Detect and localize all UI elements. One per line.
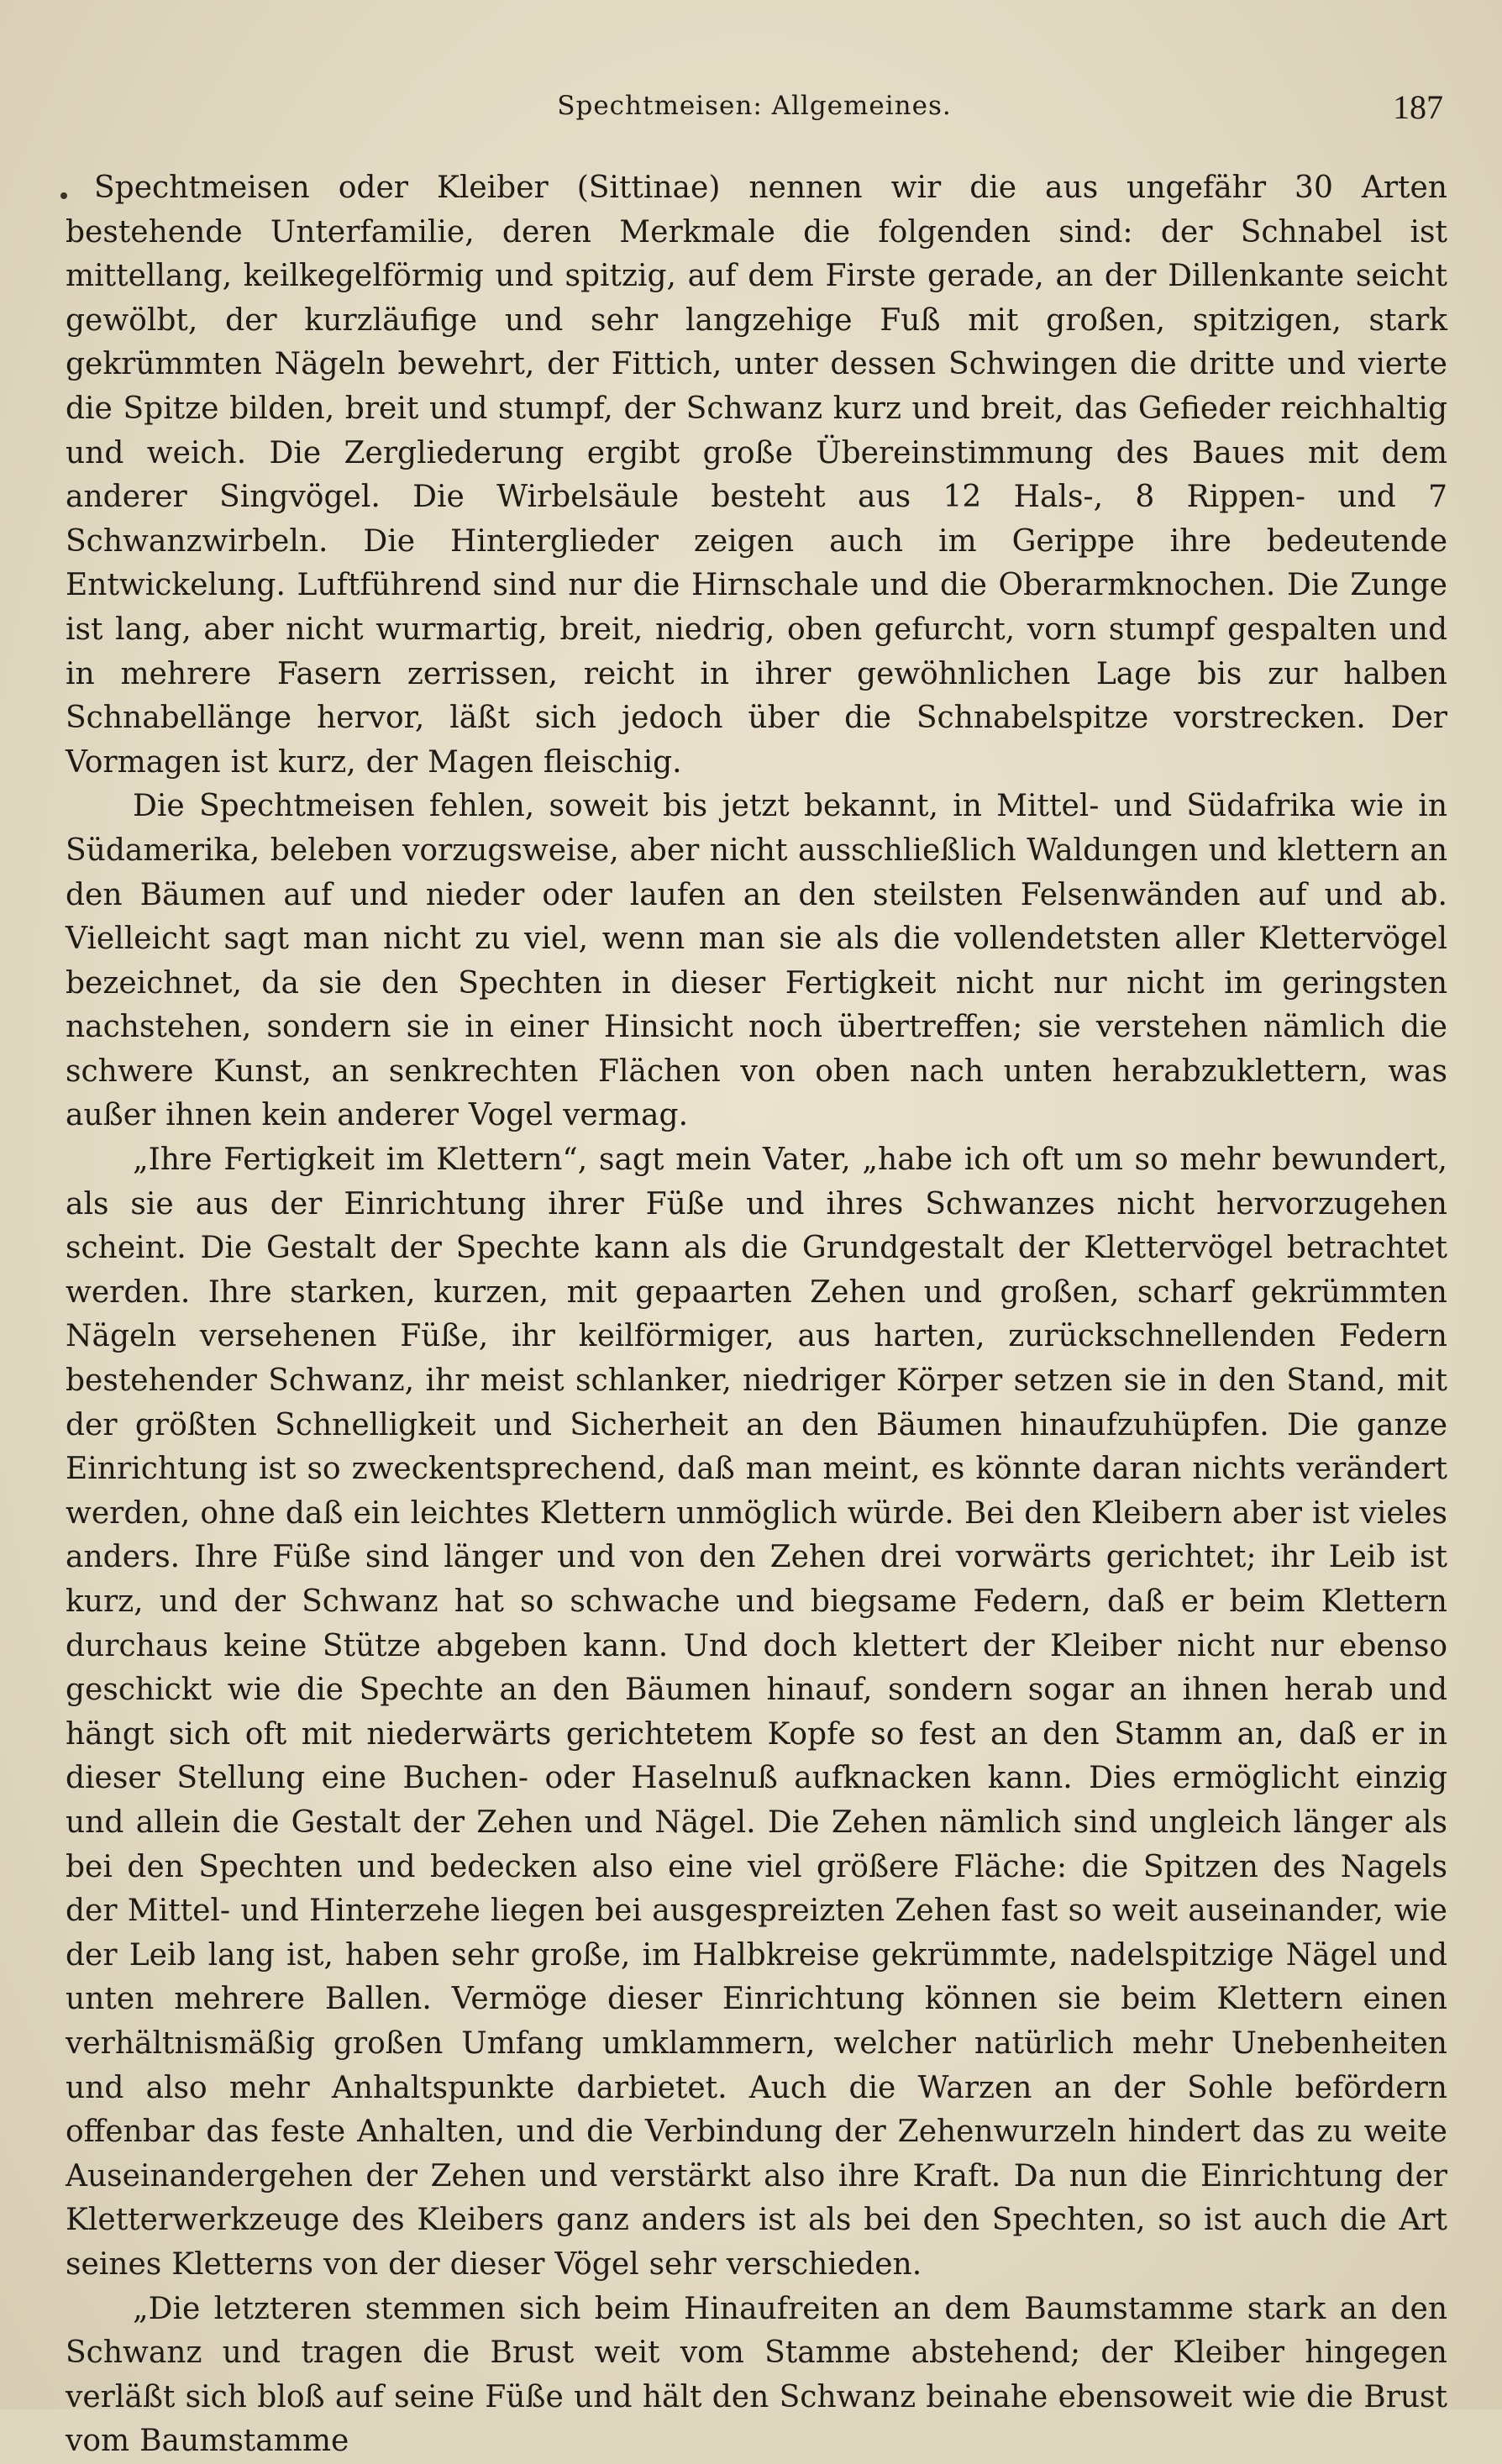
paragraph-1: Spechtmeisen oder Kleiber (Sittinae) nennen wir die aus ungefähr 30 Arten bestehende Unterfamilie, deren Merkmale die folgenden sind: der Schnabel ist mittellang, keilkegelförmig und spitzig, auf dem Firste gerade, an der Dillenkante seicht gewölbt, der kurzläufige und sehr langzehige Fuß mit großen, spitzigen, stark gekrümmten Nägeln bewehrt, der Fittich, unter dessen Schwingen die dritte und vierte die Spitze bilden, breit und stumpf, der Schwanz kurz und breit, das Gefieder reichhaltig und weich. Die Zergliederung ergibt große Übereinstimmung des Baues mit dem anderer Singvögel. Die Wirbelsäule besteht aus 12 Hals-, 8 Rippen- und 7 Schwanzwirbeln. Die Hinterglieder zeigen auch im Gerippe ihre bedeutende Entwickelung. Luftführend sind nur die Hirnschale und die Oberarmknochen. Die Zunge ist lang, aber nicht wurmartig, breit, niedrig, oben gefurcht, vorn stumpf gespalten und in mehrere Fasern zerrissen, reicht in ihrer gewöhnlichen Lage bis zur halben Schnabellänge hervor, läßt sich jedoch über die Schnabelspitze vorstrecken. Der Vormagen ist kurz, der Magen fleischig. bbox=[66, 171, 1447, 780]
margin-mark bbox=[60, 192, 67, 199]
running-title: Spechtmeisen: Allgemeines. bbox=[557, 91, 952, 121]
page-number: 187 bbox=[1393, 88, 1443, 126]
paragraph-4: „Die letzteren stemmen sich beim Hinaufreiten an dem Baumstamme stark an den Schwanz und tragen die Brust weit vom Stamme abstehend; der Kleiber hingegen verläßt sich bloß auf seine Füße und hält den Schwanz beinahe ebensoweit wie die Brust vom Baumstamme bbox=[66, 2291, 1447, 2459]
paragraph-2: Die Spechtmeisen fehlen, soweit bis jetzt bekannt, in Mittel- und Südafrika wie in Südamerika, beleben vorzugsweise, aber nicht ausschließlich Waldungen und klettern an den Bäumen auf und nieder oder laufen an den steilsten Felsenwänden auf und ab. Vielleicht sagt man nicht zu viel, wenn man sie als die vollendetsten aller Klettervögel bezeichnet, da sie den Spechten in dieser Fertigkeit nicht nur nicht im geringsten nachstehen, sondern sie in einer Hinsicht noch übertreffen; sie verstehen nämlich die schwere Kunst, an senkrechten Flächen von oben nach unten herabzuklettern, was außer ihnen kein anderer Vogel vermag. bbox=[66, 789, 1447, 1133]
paragraph-3: „Ihre Fertigkeit im Klettern“, sagt mein Vater, „habe ich oft um so mehr bewundert, als sie aus der Einrichtung ihrer Füße und ihres Schwanzes nicht hervorzugehen scheint. Die Gestalt der Spechte kann als die Grundgestalt der Klettervögel betrachtet werden. Ihre starken, kurzen, mit gepaarten Zehen und großen, scharf gekrümmten Nägeln versehenen Füße, ihr keilförmiger, aus harten, zurückschnellenden Federn bestehender Schwanz, ihr meist schlanker, niedriger Körper setzen sie in den Stand, mit der größten Schnelligkeit und Sicherheit an den Bäumen hinaufzuhüpfen. Die ganze Einrichtung ist so zweckentsprechend, daß man meint, es könnte daran nichts verändert werden, ohne daß ein leichtes Klettern unmöglich würde. Bei den Kleibern aber ist vieles anders. Ihre Füße sind länger und von den Zehen drei vorwärts gerichtet; ihr Leib ist kurz, und der Schwanz hat so schwache und biegsame Federn, daß er beim Klettern durchaus keine Stütze abgeben kann. Und doch klettert der Kleiber nicht nur ebenso geschickt wie die Spechte an den Bäumen hinauf, sondern sogar an ihnen herab und hängt sich oft mit niederwärts gerichtetem Kopfe so fest an den Stamm an, daß er in dieser Stellung eine Buchen- oder Haselnuß aufknacken kann. Dies ermöglicht einzig und allein die Gestalt der Zehen und Nägel. Die Zehen nämlich sind ungleich länger als bei den Spechten und bedecken also eine viel größere Fläche: die Spitzen des Nagels der Mittel- und Hinterzehe liegen bei ausgespreizten Zehen fast so weit auseinander, wie der Leib lang ist, haben sehr große, im Halbkreise gekrümmte, nadelspitzige Nägel und unten mehrere Ballen. Vermöge dieser Einrichtung können sie beim Klettern einen verhältnismäßig großen Umfang umklammern, welcher natürlich mehr Unebenheiten und also mehr Anhaltspunkte darbietet. Auch die Warzen an der Sohle befördern offenbar das feste Anhalten, und die Verbindung der Zehenwurzeln hindert das zu weite Auseinandergehen der Zehen und verstärkt also ihre Kraft. Da nun die Einrichtung der Kletterwerkzeuge des Kleibers ganz anders ist als bei den Spechten, so ist auch die Art seines Kletterns von der dieser Vögel sehr verschieden. bbox=[66, 1143, 1447, 2282]
page-header bbox=[66, 88, 1443, 141]
body-text bbox=[66, 166, 1447, 2464]
